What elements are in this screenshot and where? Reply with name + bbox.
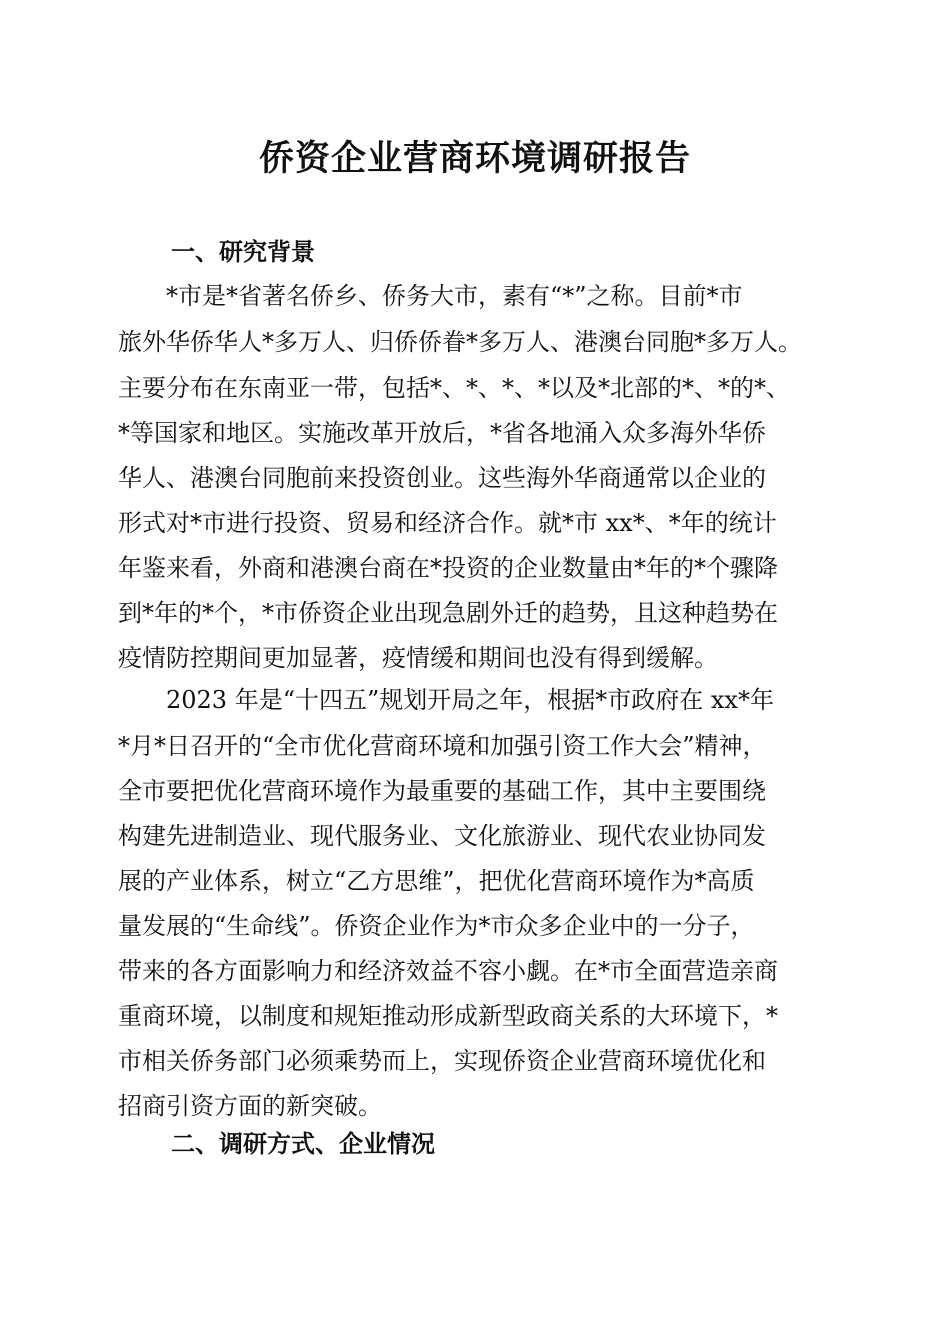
paragraph-line: 2023 年是“十四五”规划开局之年，根据*市政府在 xx*年 [166, 686, 774, 714]
paragraph-line: 形式对*市进行投资、贸易和经济合作。就*市 xx*、*年的统计 [118, 509, 777, 537]
paragraph-line: 量发展的“生命线”。侨资企业作为*市众多企业中的一分子， [118, 912, 755, 940]
paragraph-line: 疫情防控期间更加显著，疫情缓和期间也没有得到缓解。 [118, 644, 718, 672]
paragraph-line: 年鉴来看，外商和港澳台商在*投资的企业数量由*年的*个骤降 [118, 554, 778, 582]
paragraph-line: 主要分布在东南亚一带，包括*、*、*、*以及*北部的*、*的*、 [118, 374, 790, 402]
paragraph-line: 市相关侨务部门必须乘势而上，实现侨资企业营商环境优化和 [118, 1047, 766, 1075]
paragraph-line: 重商环境，以制度和规矩推动形成新型政商关系的大环境下，* [118, 1002, 778, 1030]
paragraph-line: 到*年的*个，*市侨资企业出现急剧外迁的趋势，且这种趋势在 [118, 599, 778, 627]
paragraph-line: 华人、港澳台同胞前来投资创业。这些海外华商通常以企业的 [118, 464, 766, 492]
paragraph-line: *月*日召开的“全市优化营商环境和加强引资工作大会”精神， [118, 732, 767, 760]
paragraph-line: 全市要把优化营商环境作为最重要的基础工作，其中主要围绕 [118, 777, 766, 805]
paragraph-line: *等国家和地区。实施改革开放后，*省各地涌入众多海外华侨 [118, 419, 766, 447]
section-heading-research-background: 一、研究背景 [171, 237, 315, 266]
section-heading-survey-method: 二、调研方式、企业情况 [171, 1129, 435, 1158]
paragraph-line: 旅外华侨华人*多万人、归侨侨眷*多万人、港澳台同胞*多万人。 [118, 328, 802, 356]
paragraph-line: 招商引资方面的新突破。 [118, 1092, 382, 1120]
paragraph-line: 构建先进制造业、现代服务业、文化旅游业、现代农业协同发 [118, 822, 766, 850]
document-title: 侨资企业营商环境调研报告 [258, 138, 691, 179]
paragraph-line: 展的产业体系，树立“乙方思维”，把优化营商环境作为*高质 [118, 867, 755, 895]
paragraph-line: 带来的各方面影响力和经济效益不容小觑。在*市全面营造亲商 [118, 957, 778, 985]
paragraph-line: *市是*省著名侨乡、侨务大市，素有“*”之称。目前*市 [166, 282, 743, 310]
